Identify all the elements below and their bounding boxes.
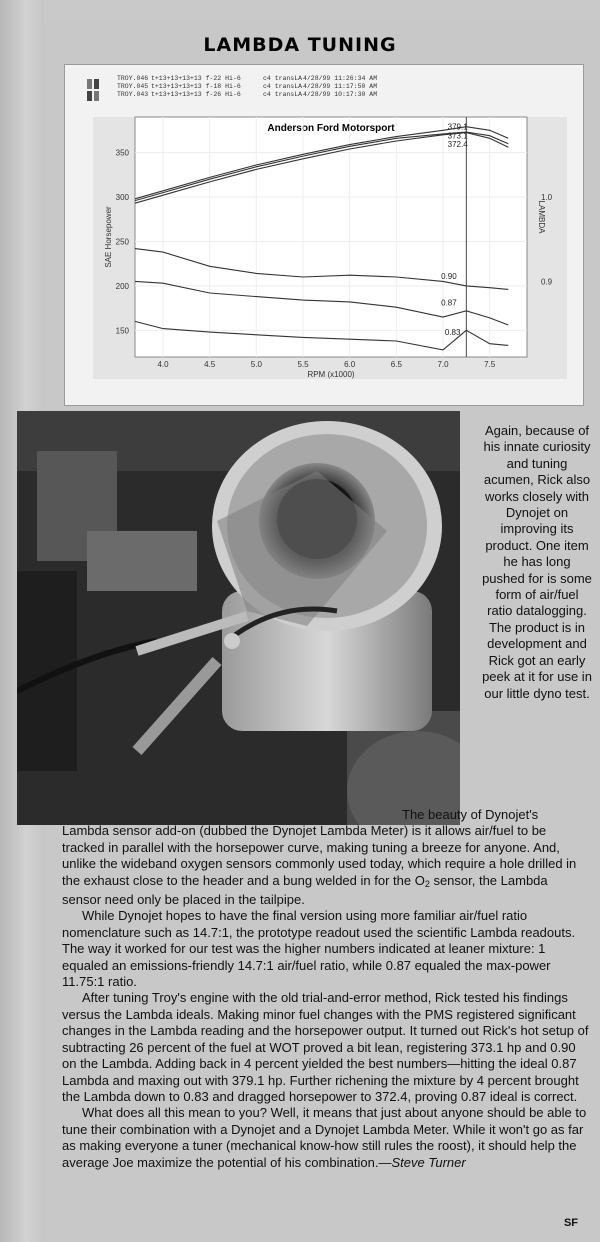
- lambda-sensor-photo: [17, 411, 460, 825]
- x-tick-label: 5.5: [297, 360, 309, 369]
- legend-row: TROY.045 t+13+13+13+13 f-18 Hi-6 c4 transLA4/28/99 11:17:50 AM: [117, 83, 378, 90]
- y-tick-label: 200: [115, 281, 129, 291]
- legend-row: TROY.043 t+13+13+13+13 f-26 Hi-6 c4 transLA4/28/99 10:17:30 AM: [117, 91, 378, 98]
- data-annotation: 0.87: [441, 298, 457, 308]
- paragraph-2: While Dynojet hopes to have the final version using more familiar air/fuel ratio nomenclature such as 14.7:1, the prototype readout used the scientific Lambda readouts. The way it worked for our test was the higher numbers indicated at leaner mixture: 1 equaled an emissions-friendly 14.7:1 air/fuel ratio, while 0.87 equaled the max-power 11.75:1 ratio.: [62, 908, 576, 990]
- author-byline: Steve Turner: [391, 1154, 466, 1170]
- article-body: [62, 807, 590, 1171]
- y2-tick-label: 0.9: [541, 277, 553, 287]
- x-tick-label: 4.5: [204, 360, 216, 369]
- data-annotation: 373.1: [447, 131, 468, 141]
- x-tick-label: 6.0: [344, 360, 356, 369]
- paragraph-1: Lambda sensor add-on (dubbed the Dynojet Lambda Meter) is it allows air/fuel to be tracked in parallel with the horsepower curve, making tuning a breeze for anyone. And, unlike the wideband oxygen sensors commonly used today, which require a hole drilled in the exhaust close to the header and a bung welded in for the $O_2$ sensor, the Lambda sensor need only be placed in the tailpipe.: [62, 823, 577, 908]
- y2-axis-label: LAMBDA: [537, 200, 546, 234]
- data-annotation: 372.4: [447, 140, 468, 150]
- x-tick-label: 7.5: [484, 360, 496, 369]
- x-tick-label: 4.0: [157, 360, 169, 369]
- paragraph-3: After tuning Troy's engine with the old trial-and-error method, Rick tested his findings versus the Lambda ideals. Making minor fuel changes with the PMS registered significant changes in the Lambda reading and the horsepower output. It turned out Rick's hot setup of subtracting 26 percent of the fuel at WOT proved a bit lean, registering 373.1 hp and 0.90 on the Lambda. Adding back in 4 percent yielded the best numbers—hitting the ideal 0.87 Lambda and maxing out with 379.1 hp. Further richening the mixture by 4 percent brought the Lambda down to 0.83 and dragged horsepower to 372.4, proving 0.87 ideal is correct.: [62, 990, 589, 1104]
- data-annotation: 0.90: [441, 271, 457, 281]
- x-tick-label: 6.5: [390, 360, 402, 369]
- data-annotation: 0.83: [444, 327, 461, 337]
- y-axis-label: SAE Horsepower: [104, 206, 113, 268]
- x-tick-label: 5.0: [250, 360, 262, 369]
- chart-title: Anderson Ford Motorsport: [267, 123, 395, 134]
- x-tick-label: 7.0: [437, 360, 449, 369]
- y-tick-label: 250: [115, 237, 129, 247]
- data-annotation: 379.1: [447, 122, 468, 132]
- chart-canvas: [65, 65, 583, 405]
- x-axis-label: RPM (x1000): [307, 370, 355, 379]
- paragraph-4: What does all this mean to you? Well, it means that just about anyone should be able to tune their combination with a Dynojet and a Dynojet Lambda Meter. While it won't go as far as making everyone a tuner (mechanical know-how still rules the roost), it should help the average Joe maximize the potential of his combination.—Steve Turner: [62, 1105, 587, 1170]
- dyno-chart: [64, 64, 584, 406]
- y2-tick-label: 1.0: [541, 193, 553, 202]
- y-tick-label: 300: [115, 193, 129, 202]
- legend-row: TROY.046 t+13+13+13+13 f-22 Hi-6 c4 transLA4/28/99 11:26:34 AM: [117, 75, 378, 82]
- article-title: LAMBDA TUNING: [203, 34, 397, 56]
- y-tick-label: 150: [115, 326, 129, 336]
- side-column-text: Again, because of his innate curiosity and tuning acumen, Rick also works closely with Dynojet on improving its product. One item he has long pushed for is some form of air/fuel ratio datalogging. The product is in development and Rick got an early peek at it for use in our little dyno test.: [482, 423, 592, 701]
- exhaust-tailpipe-image: [17, 411, 460, 825]
- paragraph-1-lead: The beauty of Dynojet's: [402, 807, 539, 822]
- y-tick-label: 350: [115, 148, 129, 158]
- end-mark: SF: [563, 1217, 578, 1229]
